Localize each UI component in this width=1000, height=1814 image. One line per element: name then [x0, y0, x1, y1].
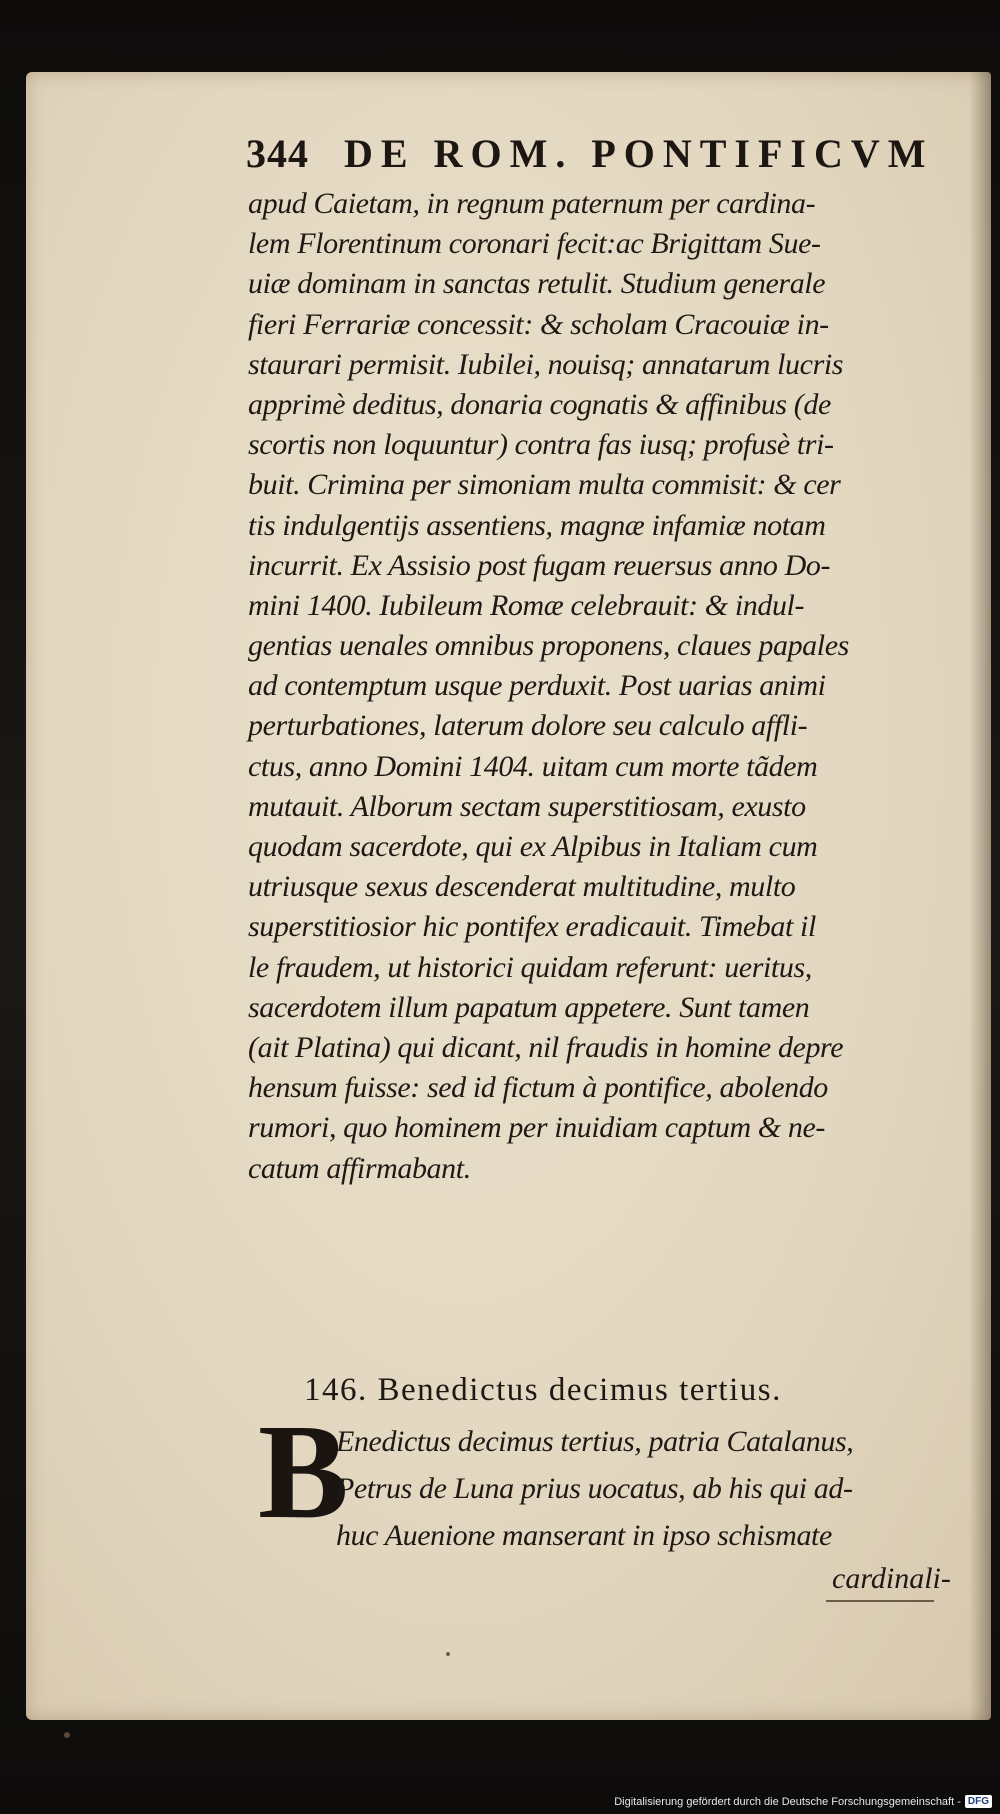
text-line: ad contemptum usque perduxit. Post uarias animi [248, 669, 826, 703]
text-line: ctus, anno Domini 1404. uitam cum morte tãdem [248, 749, 818, 783]
text-line: hensum fuisse: sed id fictum à pontifice, abolendo [248, 1071, 828, 1105]
book-page [26, 72, 991, 1720]
section-heading: 146. Benedictus decimus tertius. [304, 1372, 782, 1408]
text-line: apprimè deditus, donaria cognatis & affinibus (de [248, 387, 831, 421]
text-line: catum affirmabant. [248, 1151, 471, 1185]
catchword: cardinali- [832, 1562, 951, 1595]
text-line: apud Caietam, in regnum paternum per cardina- [248, 187, 816, 220]
text-line: staurari permisit. Iubilei, nouisq; annatarum lucris [248, 347, 844, 381]
text-line: sacerdotem illum papatum appetere. Sunt tamen [248, 990, 810, 1024]
section-text [336, 1418, 956, 1559]
page-header [246, 130, 946, 186]
text-line: gentias uenales omnibus proponens, claues papales [248, 629, 849, 663]
text-line: uiæ dominam in sanctas retulit. Studium generale [248, 267, 826, 301]
dfg-logo: DFG [965, 1795, 992, 1808]
text-line: tis indulgentijs assentiens, magnæ infamiæ notam [248, 508, 826, 542]
text-line: rumori, quo hominem per inuidiam captum & ne- [248, 1111, 825, 1145]
body-text [248, 184, 948, 1189]
catchword-rule [826, 1600, 934, 1602]
text-line: superstitiosior hic pontifex eradicauit. Timebat il [248, 910, 816, 944]
text-line: incurrit. Ex Assisio post fugam reuersus anno Do- [248, 548, 831, 582]
text-line: buit. Crimina per simoniam multa commisit: & cer [248, 468, 841, 502]
text-line: quodam sacerdote, qui ex Alpibus in Italiam cum [248, 830, 818, 863]
section-line: huc Auenione manserant in ipso schismate [336, 1519, 832, 1552]
text-line: mini 1400. Iubileum Romæ celebrauit: & indul- [248, 588, 805, 622]
text-line: mutauit. Alborum sectam superstitiosam, exusto [248, 789, 806, 823]
page-number: 344 [246, 131, 309, 176]
text-line: perturbationes, laterum dolore seu calculo affli- [248, 709, 808, 743]
credit-text: Digitalisierung gefördert durch die Deutsche Forschungsgemeinschaft - [614, 1795, 961, 1808]
page-gutter-shadow [969, 72, 991, 1720]
text-line: le fraudem, ut historici quidam referunt: ueritus, [248, 950, 812, 984]
running-head: DE ROM. PONTIFICVM [344, 131, 934, 176]
section-line: Petrus de Luna prius uocatus, ab his qui ad- [336, 1472, 853, 1505]
text-line: fieri Ferrariæ concessit: & scholam Cracouiæ in- [248, 307, 829, 341]
digitization-credit [614, 1795, 992, 1808]
text-line: lem Florentinum coronari fecit:ac Brigittam Sue- [248, 227, 821, 261]
page-stain [64, 1732, 70, 1738]
drop-cap-initial: B [258, 1397, 349, 1547]
text-line: scortis non loquuntur) contra fas iusq; profusè tri- [248, 428, 834, 462]
section-line: Enedictus decimus tertius, patria Catalanus, [336, 1425, 854, 1458]
page-stain [446, 1652, 450, 1656]
text-line: (ait Platina) qui dicant, nil fraudis in homine depre [248, 1030, 844, 1064]
text-line: utriusque sexus descenderat multitudine, multo [248, 870, 796, 904]
